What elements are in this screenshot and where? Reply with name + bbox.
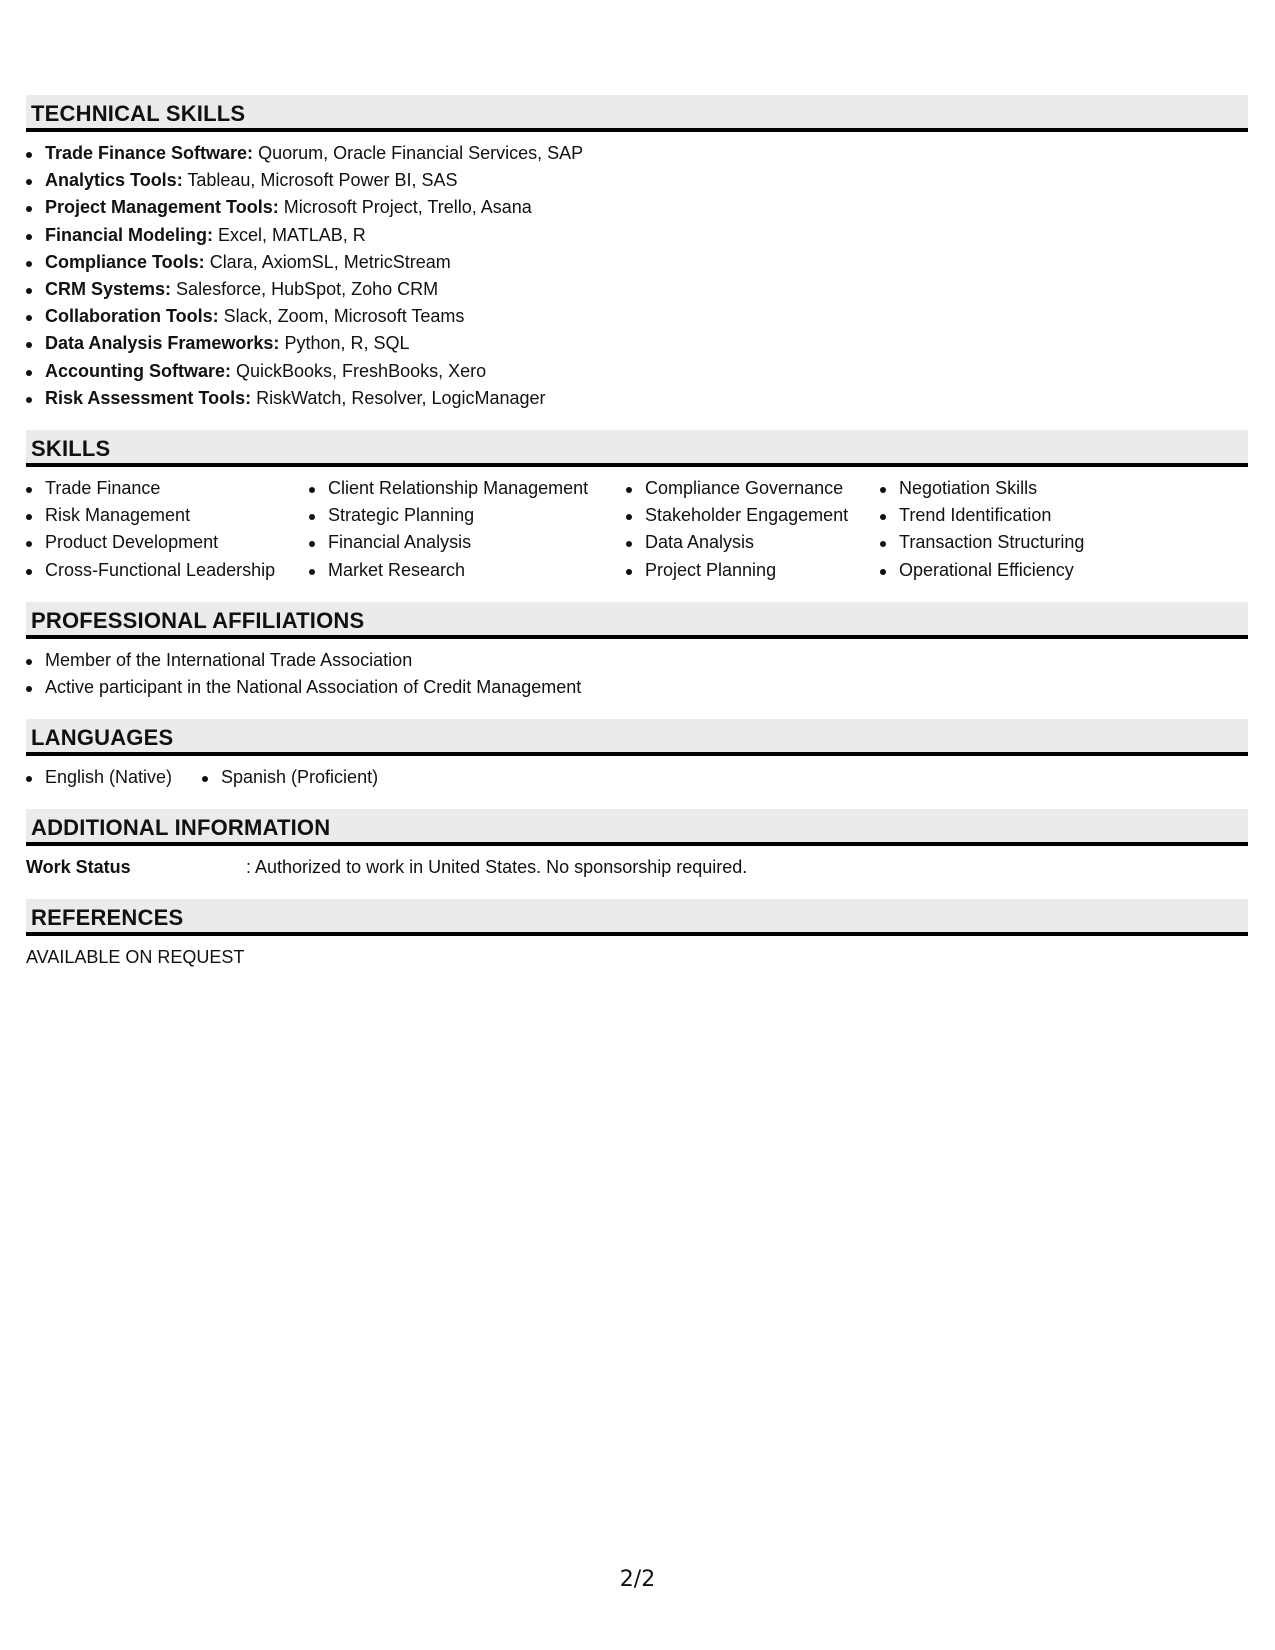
- list-item: Spanish (Proficient): [202, 764, 378, 791]
- section-heading: LANGUAGES: [26, 719, 1248, 756]
- additional-info-section: [26, 809, 1248, 881]
- languages-section: [26, 719, 1248, 791]
- skill-category: Analytics Tools:: [45, 170, 183, 191]
- language-entry: [202, 764, 378, 791]
- technical-skills-list: [26, 132, 1248, 412]
- skills-column: [880, 475, 1180, 584]
- work-status-value: : Authorized to work in United States. No sponsorship required.: [246, 857, 748, 878]
- technical-skills-section: [26, 95, 1248, 412]
- list-item: [26, 222, 1248, 249]
- skill-tools: RiskWatch, Resolver, LogicManager: [251, 387, 546, 408]
- languages-list: [26, 756, 1248, 791]
- skill-category: CRM Systems:: [45, 279, 172, 300]
- skill-tools: Excel, MATLAB, R: [213, 224, 366, 245]
- skill-tools: Slack, Zoom, Microsoft Teams: [218, 306, 465, 327]
- section-heading: REFERENCES: [26, 899, 1248, 936]
- skill-tools: Python, R, SQL: [279, 333, 410, 354]
- list-item: English (Native): [26, 764, 202, 791]
- references-section: [26, 899, 1248, 971]
- list-item: Strategic Planning: [309, 502, 626, 529]
- list-item: Trade Finance: [26, 475, 309, 502]
- list-item: Operational Efficiency: [880, 557, 1180, 584]
- list-item: Compliance Governance: [626, 475, 880, 502]
- list-item: [26, 194, 1248, 221]
- list-item: Market Research: [309, 557, 626, 584]
- skill-tools: Tableau, Microsoft Power BI, SAS: [182, 170, 458, 191]
- section-heading: SKILLS: [26, 430, 1248, 467]
- list-item: Product Development: [26, 529, 309, 556]
- skills-column: [626, 475, 880, 584]
- list-item: [26, 330, 1248, 357]
- list-item: Active participant in the National Association of Credit Management: [26, 674, 1248, 701]
- skill-category: Accounting Software:: [45, 360, 232, 381]
- list-item: Financial Analysis: [309, 529, 626, 556]
- list-item: Cross-Functional Leadership: [26, 557, 309, 584]
- section-heading: ADDITIONAL INFORMATION: [26, 809, 1248, 846]
- list-item: [26, 276, 1248, 303]
- resume-page: [26, 95, 1248, 989]
- list-item: Stakeholder Engagement: [626, 502, 880, 529]
- list-item: Data Analysis: [626, 529, 880, 556]
- skill-tools: Microsoft Project, Trello, Asana: [278, 197, 532, 218]
- skill-category: Risk Assessment Tools:: [45, 387, 252, 408]
- list-item: Client Relationship Management: [309, 475, 626, 502]
- skill-category: Data Analysis Frameworks:: [45, 333, 280, 354]
- section-heading: PROFESSIONAL AFFILIATIONS: [26, 602, 1248, 639]
- list-item: Transaction Structuring: [880, 529, 1180, 556]
- skills-column: [26, 475, 309, 584]
- list-item: Negotiation Skills: [880, 475, 1180, 502]
- work-status-label: Work Status: [26, 857, 131, 878]
- list-item: [26, 385, 1248, 412]
- list-item: [26, 167, 1248, 194]
- list-item: [26, 303, 1248, 330]
- skill-category: Collaboration Tools:: [45, 306, 219, 327]
- skill-tools: Quorum, Oracle Financial Services, SAP: [253, 143, 584, 163]
- list-item: Risk Management: [26, 502, 309, 529]
- list-item: [26, 249, 1248, 276]
- list-item: Project Planning: [626, 557, 880, 584]
- references-text: AVAILABLE ON REQUEST: [26, 947, 245, 968]
- list-item: [26, 358, 1248, 385]
- work-status-row: [26, 846, 1248, 881]
- skills-section: [26, 430, 1248, 584]
- skill-tools: Salesforce, HubSpot, Zoho CRM: [171, 279, 439, 300]
- list-item: Member of the International Trade Association: [26, 647, 1248, 674]
- affiliations-list: [26, 639, 1248, 701]
- skill-tools: Clara, AxiomSL, MetricStream: [204, 251, 451, 272]
- page-number: 2/2: [619, 1567, 656, 1592]
- skill-category: Project Management Tools:: [45, 197, 279, 218]
- section-heading: TECHNICAL SKILLS: [26, 95, 1248, 132]
- skill-category: Compliance Tools:: [45, 251, 205, 272]
- affiliations-section: [26, 602, 1248, 701]
- skills-column: [309, 475, 626, 584]
- skill-category: Financial Modeling:: [45, 224, 214, 245]
- skills-columns: [26, 467, 1248, 584]
- language-entry: [26, 764, 202, 791]
- list-item: Trend Identification: [880, 502, 1180, 529]
- list-item: [26, 140, 1248, 167]
- skill-tools: QuickBooks, FreshBooks, Xero: [231, 360, 487, 381]
- skill-category: Trade Finance Software:: [45, 143, 254, 163]
